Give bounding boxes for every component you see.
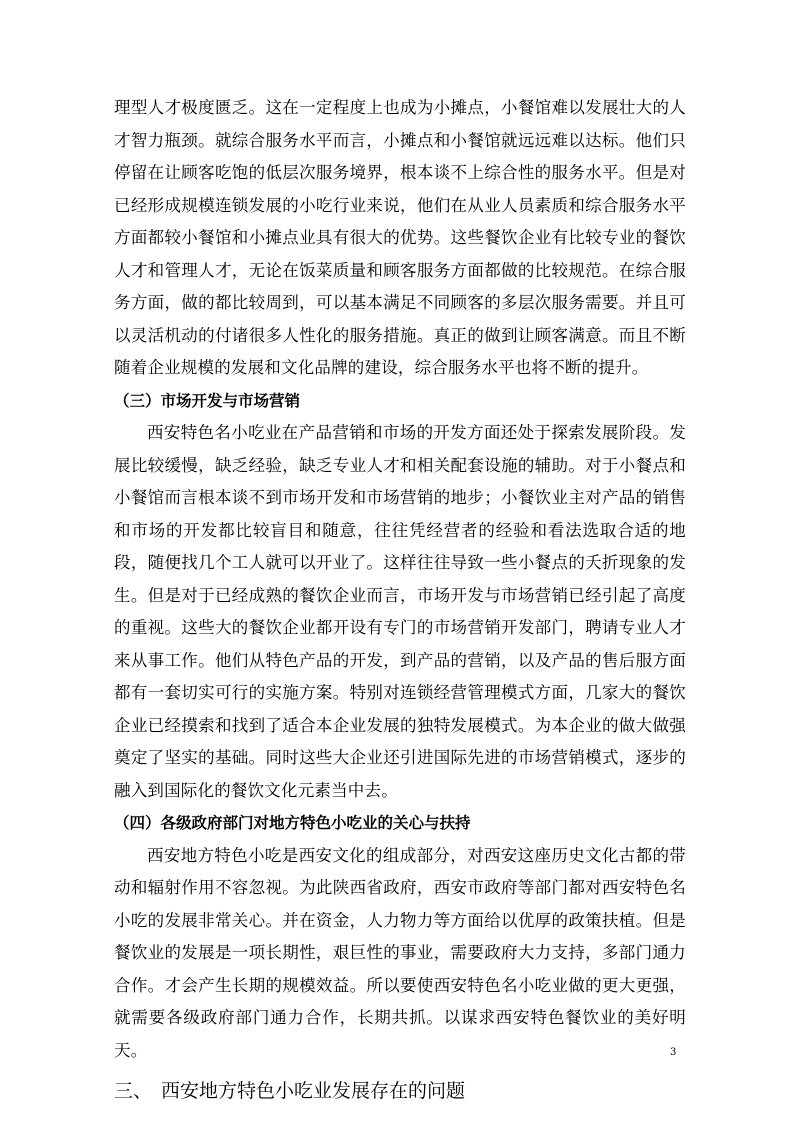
- paragraph-market-development: 西安特色名小吃业在产品营销和市场的开发方面还处于探索发展阶段。发展比较缓慢，缺乏经验，缺乏专业人才和相关配套设施的辅助。对于小餐点和小餐馆而言根本谈不到市场开发和市场营销的地步；小餐饮业主对产品的销售和市场的开发都比较盲目和随意，往往凭经营者的经验和看法选取合适的地段，随便找几个工人就可以开业了。这样往往导致一些小餐点的夭折现象的发生。但是对于已经成熟的餐饮企业而言，市场开发与市场营销已经引起了高度的重视。这些大的餐饮企业都开设有专门的市场营销开发部门，聘请专业人才来从事工作。他们从特色产品的开发，到产品的营销，以及产品的售后服方面都有一套切实可行的实施方案。特别对连锁经营管理模式方面，几家大的餐饮企业已经摸索和找到了适合本企业发展的独特发展模式。为本企业的做大做强奠定了坚实的基础。同时这些大企业还引进国际先进的市场营销模式，逐步的融入到国际化的餐饮文化元素当中去。: [114, 423, 686, 800]
- section-number: 三、: [114, 1080, 153, 1102]
- subheading-government-support: （四）各级政府部门对地方特色小吃业的关心与扶持: [114, 814, 471, 832]
- subheading-market-development: （三）市场开发与市场营销: [114, 391, 301, 410]
- section-title: 西安地方特色小吃业发展存在的问题: [161, 1080, 466, 1102]
- section-heading: [114, 1071, 686, 1111]
- page-number: 3: [670, 1047, 677, 1058]
- paragraph-government-support: 西安地方特色小吃是西安文化的组成部分，对西安这座历史文化古都的带动和辐射作用不容忽视。为此陕西省政府，西安市政府等部门都对西安特色名小吃的发展非常关心。并在资金，人力物力等方面给以优厚的政策扶植。但是餐饮业的发展是一项长期性，艰巨性的事业，需要政府大力支持，多部门通力合作。才会产生长期的规模效益。所以要使西安特色名小吃业做的更大更强，就需要各级政府部门通力合作，长期共抓。以谋求西安特色餐饮业的美好明天。: [114, 845, 686, 1060]
- paragraph-service-level: 理型人才极度匮乏。这在一定程度上也成为小摊点，小餐馆难以发展壮大的人才智力瓶颈。就综合服务水平而言，小摊点和小餐馆就远远难以达标。他们只停留在让顾客吃饱的低层次服务境界，根本谈不上综合性的服务水平。但是对已经形成规模连锁发展的小吃行业来说，他们在从业人员素质和综合服务水平方面都较小餐馆和小摊点业具有很大的优势。这些餐饮企业有比较专业的餐饮人才和管理人才，无论在饭菜质量和顾客服务方面都做的比较规范。在综合服务方面，做的都比较周到，可以基本满足不同顾客的多层次服务需要。并且可以灵活机动的付诸很多人性化的服务措施。真正的做到让顾客满意。而且不断随着企业规模的发展和文化品牌的建设，综合服务水平也将不断的提升。: [114, 98, 686, 377]
- page-content: [114, 92, 686, 1111]
